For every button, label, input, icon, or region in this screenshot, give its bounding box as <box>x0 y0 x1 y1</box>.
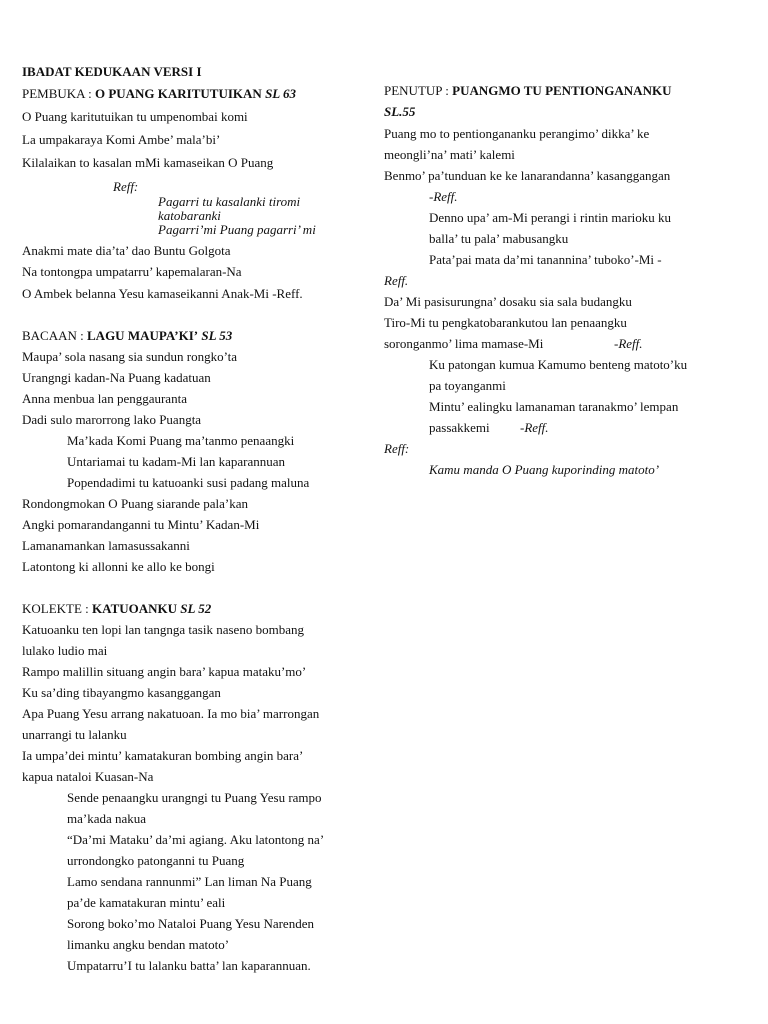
reff-label: Reff: <box>384 441 410 456</box>
verse-line: Benmo’ pa’tunduan ke ke lanarandanna’ kasanggangan <box>384 168 671 183</box>
pembuka-ref: SL 63 <box>261 86 297 101</box>
verse-line: Ku patongan kumua Kamumo benteng matoto’ku <box>429 357 688 372</box>
bacaan-song: LAGU MAUPA’KI’ <box>87 328 199 343</box>
verse-line: Popendadimi tu katuoanki susi padang maluna <box>67 475 310 490</box>
verse-line: Latontong ki allonni ke allo ke bongi <box>22 559 215 574</box>
kolekte-song: KATUOANKU <box>92 601 178 616</box>
reff-marker: -Reff. <box>429 189 458 204</box>
bacaan-heading <box>22 328 232 344</box>
reff-label: Reff: <box>113 179 139 194</box>
reff-line: katobaranki <box>158 208 221 223</box>
verse-line: Maupa’ sola nasang sia sundun rongko’ta <box>22 349 238 364</box>
doc-title: IBADAT KEDUKAAN VERSI I <box>22 64 202 79</box>
reff-line: Kamu manda O Puang kuporinding matoto’ <box>429 462 660 477</box>
bacaan-ref: SL 53 <box>198 328 233 343</box>
reff-marker: -Reff. <box>614 336 643 351</box>
verse-line: Rampo malillin situang angin bara’ kapua mataku’mo’ <box>22 664 307 679</box>
reff-marker: -Reff. <box>520 420 549 435</box>
verse-line: Katuoanku ten lopi lan tangnga tasik naseno bombang <box>22 622 304 637</box>
verse-line: pa toyanganmi <box>429 378 506 393</box>
bacaan-label: BACAAN : <box>22 328 88 343</box>
verse-line: urrondongko patonganni tu Puang <box>67 853 245 868</box>
verse-line: Ku sa’ding tibayangmo kasanggangan <box>22 685 221 700</box>
reff-line: Pagarri tu kasalanki tiromi <box>158 194 301 209</box>
verse-line: Pata’pai mata da’mi tanannina’ tuboko’-Mi - <box>429 252 662 267</box>
verse-line: La umpakaraya Komi Ambe’ mala’bi’ <box>22 132 221 147</box>
verse-line: O Puang karitutuikan tu umpenombai komi <box>22 109 248 124</box>
verse-line: Puang mo to pentionganan​ku perangimo’ dikka’ ke <box>384 126 650 141</box>
verse-line: passakkemi <box>429 420 490 435</box>
verse-line: Anna menbua lan penggauranta <box>22 391 187 406</box>
verse-line: O Ambek belanna Yesu kamaseikanni Anak-Mi -Reff. <box>22 286 303 301</box>
verse-line: ma’kada nakua <box>67 811 147 826</box>
pembuka-song: O PUANG KARITUTUIKAN <box>94 86 262 101</box>
penutup-label: PENUTUP : <box>384 83 453 98</box>
penutup-ref: SL.55 <box>384 104 416 119</box>
verse-line: Anakmi mate dia’ta’ dao Buntu Golgota <box>22 243 231 258</box>
verse-line: Sorong boko’mo Nataloi Puang Yesu Narenden <box>67 916 314 931</box>
pembuka-heading <box>22 86 296 102</box>
verse-line: soronganmo’ lima mamase-Mi <box>384 336 544 351</box>
kolekte-label: KOLEKTE : <box>22 601 93 616</box>
verse-line: Lamanamankan lamasussakanni <box>22 538 190 553</box>
verse-line: Untariamai tu kadam-Mi lan kaparannuan <box>67 454 286 469</box>
kolekte-ref: SL 52 <box>177 601 212 616</box>
verse-line: Mintu’ ealingku lamanaman taranakmo’ lempan <box>429 399 679 414</box>
verse-line: lulako ludio mai <box>22 643 108 658</box>
verse-line: balla’ tu pala’ mabusangku <box>429 231 569 246</box>
verse-line: pa’de kamatakuran mintu’ eali <box>67 895 226 910</box>
verse-line: Lamo sendana rannunmi” Lan liman Na Puang <box>67 874 312 889</box>
verse-line: “Da’mi Mataku’ da’mi agiang. Aku latontong na’ <box>67 832 325 847</box>
verse-line: Denno upa’ am-Mi perangi i rintin marioku ku <box>429 210 672 225</box>
reff-marker: Reff. <box>384 273 409 288</box>
verse-line: Dadi sulo marorrong lako Puangta <box>22 412 202 427</box>
verse-line: Ia umpa’dei mintu’ kamatakuran bombing angin bara’ <box>22 748 304 763</box>
kolekte-heading <box>22 601 211 617</box>
verse-line: Na tontongpa umpatarru’ kapemalaran-Na <box>22 264 242 279</box>
verse-line: unarrangi tu lalanku <box>22 727 127 742</box>
verse-line: kapua nataloi Kuasan-Na <box>22 769 154 784</box>
pembuka-label: PEMBUKA : <box>22 86 95 101</box>
verse-line: Rondongmokan O Puang siarande pala’kan <box>22 496 249 511</box>
verse-line: Angki pomarandanganni tu Mintu’ Kadan-Mi <box>22 517 260 532</box>
verse-line: Sende penaangku urangngi tu Puang Yesu rampo <box>67 790 322 805</box>
reff-line: Pagarri’mi Puang pagarri’ mi <box>158 222 316 237</box>
verse-line: Umpatarru’I tu lalanku batta’ lan kaparannuan. <box>67 958 311 973</box>
verse-line: limanku angku bendan matoto’ <box>67 937 230 952</box>
verse-line: meongli’na’ mati’ kalemi <box>384 147 515 162</box>
verse-line: Ma’kada Komi Puang ma’tanmo penaangki <box>67 433 295 448</box>
verse-line: Tiro-Mi tu pengkatobarankutou lan penaangku <box>384 315 627 330</box>
verse-line: Urangngi kadan-Na Puang kadatuan <box>22 370 211 385</box>
verse-line: Apa Puang Yesu arrang nakatuoan. Ia mo bia’ marrongan <box>22 706 320 721</box>
penutup-heading <box>384 83 671 99</box>
verse-line: Da’ Mi pasisurungna’ dosaku sia sala budangku <box>384 294 632 309</box>
penutup-song: PUANGMO TU PENTIONGANANKU <box>452 83 672 98</box>
verse-line: Kilalaikan to kasalan mMi kamaseikan O Puang <box>22 155 274 170</box>
